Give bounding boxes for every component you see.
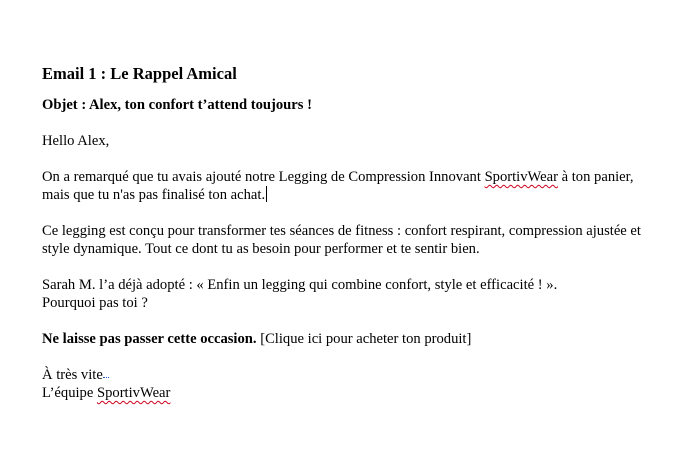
paragraph-product: Ce legging est conçu pour transformer tes séances de fitness : confort respirant, compression ajustée et style dynamique. Tout ce dont tu as besoin pour performer et te sentir bien.	[42, 223, 641, 257]
email-heading: Email 1 : Le Rappel Amical	[42, 64, 237, 83]
closing-text: À très vite	[42, 367, 103, 383]
brand-name-misspelled[interactable]: SportivWear	[484, 169, 558, 185]
email-subject: Objet : Alex, ton confort t’attend toujours !	[42, 97, 312, 113]
testimonial-question: Pourquoi pas toi ?	[42, 295, 148, 311]
greeting: Hello Alex,	[42, 133, 110, 149]
document-body[interactable]	[42, 64, 662, 420]
cta-link-text[interactable]: [Clique ici pour acheter ton produit]	[256, 331, 472, 347]
closing-block	[42, 366, 662, 402]
signature-prefix: L’équipe	[42, 385, 97, 401]
text-cursor	[266, 186, 267, 202]
testimonial-quote: Sarah M. l’a déjà adopté : « Enfin un legging qui combine confort, style et efficacité ! ».	[42, 277, 558, 293]
call-to-action	[42, 330, 662, 348]
paragraph-testimonial	[42, 276, 662, 312]
paragraph-reminder-text-start: On a remarqué que tu avais ajouté notre Legging de Compression Innovant	[42, 169, 485, 185]
signature-brand-misspelled[interactable]: SportivWear	[96, 385, 171, 401]
grammar-marker[interactable]	[103, 377, 109, 378]
cta-bold-text: Ne laisse pas passer cette occasion.	[42, 331, 257, 347]
paragraph-reminder-text-end: à ton panier, mais que tu n'as pas finalisé ton achat.	[42, 169, 634, 203]
paragraph-reminder	[42, 168, 662, 204]
